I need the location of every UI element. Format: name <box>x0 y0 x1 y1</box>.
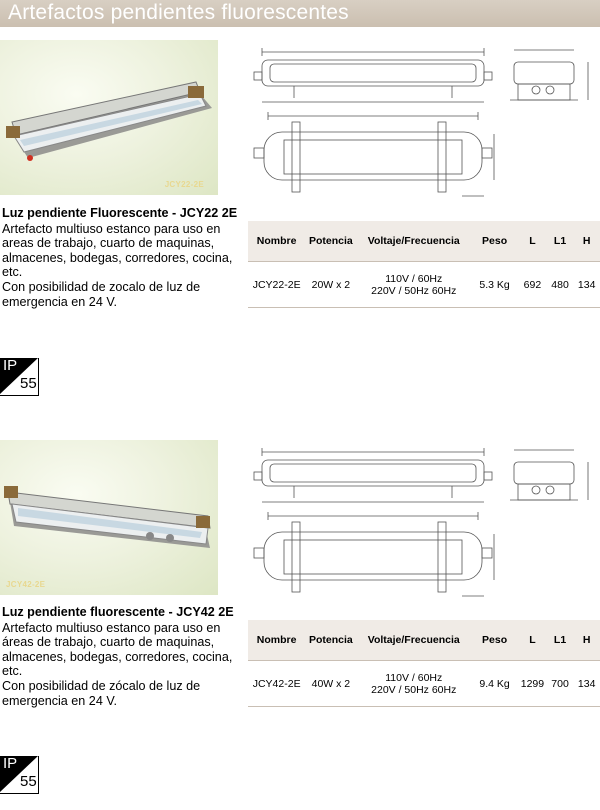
spec-table-1 <box>248 221 600 308</box>
cell-nombre: JCY42-2E <box>248 661 305 707</box>
ip-rating-badge <box>0 358 40 396</box>
cell-l: 1299 <box>518 661 547 707</box>
page-header <box>0 0 600 27</box>
product-section-2 <box>0 440 600 810</box>
ip-number: 55 <box>20 375 37 392</box>
product-photo-2 <box>0 440 218 595</box>
cell-nombre: JCY22-2E <box>248 262 305 308</box>
column-header-potencia: Potencia <box>305 620 356 661</box>
ip-badge-border <box>38 756 39 794</box>
column-header-peso: Peso <box>471 221 518 262</box>
technical-drawing-2 <box>248 440 600 610</box>
column-header-voltaje: Voltaje/Frecuencia <box>356 620 471 661</box>
column-header-l: L <box>518 620 547 661</box>
column-header-h: H <box>573 620 600 661</box>
product-image-label: JCY42-2E <box>6 580 46 589</box>
cell-h: 134 <box>573 262 600 308</box>
product-title: Luz pendiente Fluorescente - JCY22 2E <box>2 206 238 220</box>
column-header-l1: L1 <box>547 620 574 661</box>
ip-badge-border <box>0 395 39 396</box>
ip-number: 55 <box>20 773 37 790</box>
column-header-peso: Peso <box>471 620 518 661</box>
description-line: Con posibilidad de zocalo de luz de <box>2 279 201 294</box>
ip-badge-border <box>38 358 39 396</box>
ip-badge-border <box>0 793 39 794</box>
column-header-l: L <box>518 221 547 262</box>
description-line: Artefacto multiuso estanco para uso en <box>2 221 221 236</box>
description-line: etc. <box>2 664 23 679</box>
table-header-row <box>248 221 600 262</box>
column-header-h: H <box>573 221 600 262</box>
column-header-voltaje: Voltaje/Frecuencia <box>356 221 471 262</box>
cell-voltaje <box>356 661 471 707</box>
cell-l1: 480 <box>547 262 574 308</box>
description-line: almacenes, bodegas, corredores, cocina, <box>2 250 233 265</box>
technical-drawing-1 <box>248 40 600 210</box>
product-description-1 <box>2 206 252 309</box>
cell-peso: 5.3 Kg <box>471 262 518 308</box>
column-header-l1: L1 <box>547 221 574 262</box>
description-line: Artefacto multiuso estanco para uso en <box>2 620 221 635</box>
table-header-row <box>248 620 600 661</box>
description-line: emergencia en 24 V. <box>2 693 118 708</box>
page-title: Artefactos pendientes fluorescentes <box>8 1 349 24</box>
cell-l1: 700 <box>547 661 574 707</box>
description-line: etc. <box>2 265 23 280</box>
description-line: almacenes, bodegas, corredores, cocina, <box>2 649 233 664</box>
column-header-potencia: Potencia <box>305 221 356 262</box>
column-header-nombre: Nombre <box>248 620 305 661</box>
ip-letters: IP <box>3 755 18 772</box>
cell-potencia: 40W x 2 <box>305 661 356 707</box>
description-line: areas de trabajo, cuarto de maquinas, <box>2 236 215 251</box>
table-row <box>248 661 600 707</box>
product-image-label: JCY22-2E <box>164 180 204 189</box>
product-section-1 <box>0 40 600 410</box>
ip-letters: IP <box>3 357 18 374</box>
ip-rating-badge <box>0 756 40 794</box>
product-photo-1 <box>0 40 218 195</box>
product-title: Luz pendiente fluorescente - JCY42 2E <box>2 605 234 619</box>
spec-table-2 <box>248 620 600 707</box>
voltaje-line: 110V / 60Hz <box>385 272 443 285</box>
cell-potencia: 20W x 2 <box>305 262 356 308</box>
cell-voltaje <box>356 262 471 308</box>
fixture-illustration <box>0 40 218 195</box>
table-row <box>248 262 600 308</box>
description-line: áreas de trabajo, cuarto de maquinas, <box>2 635 215 650</box>
description-line: Con posibilidad de zócalo de luz de <box>2 678 201 693</box>
description-line: emergencia en 24 V. <box>2 294 118 309</box>
voltaje-line: 220V / 50Hz 60Hz <box>371 284 457 297</box>
cell-l: 692 <box>518 262 547 308</box>
column-header-nombre: Nombre <box>248 221 305 262</box>
product-description-2 <box>2 605 252 708</box>
cell-peso: 9.4 Kg <box>471 661 518 707</box>
fixture-illustration <box>0 440 218 595</box>
cell-h: 134 <box>573 661 600 707</box>
voltaje-line: 220V / 50Hz 60Hz <box>371 683 457 696</box>
voltaje-line: 110V / 60Hz <box>385 671 443 684</box>
